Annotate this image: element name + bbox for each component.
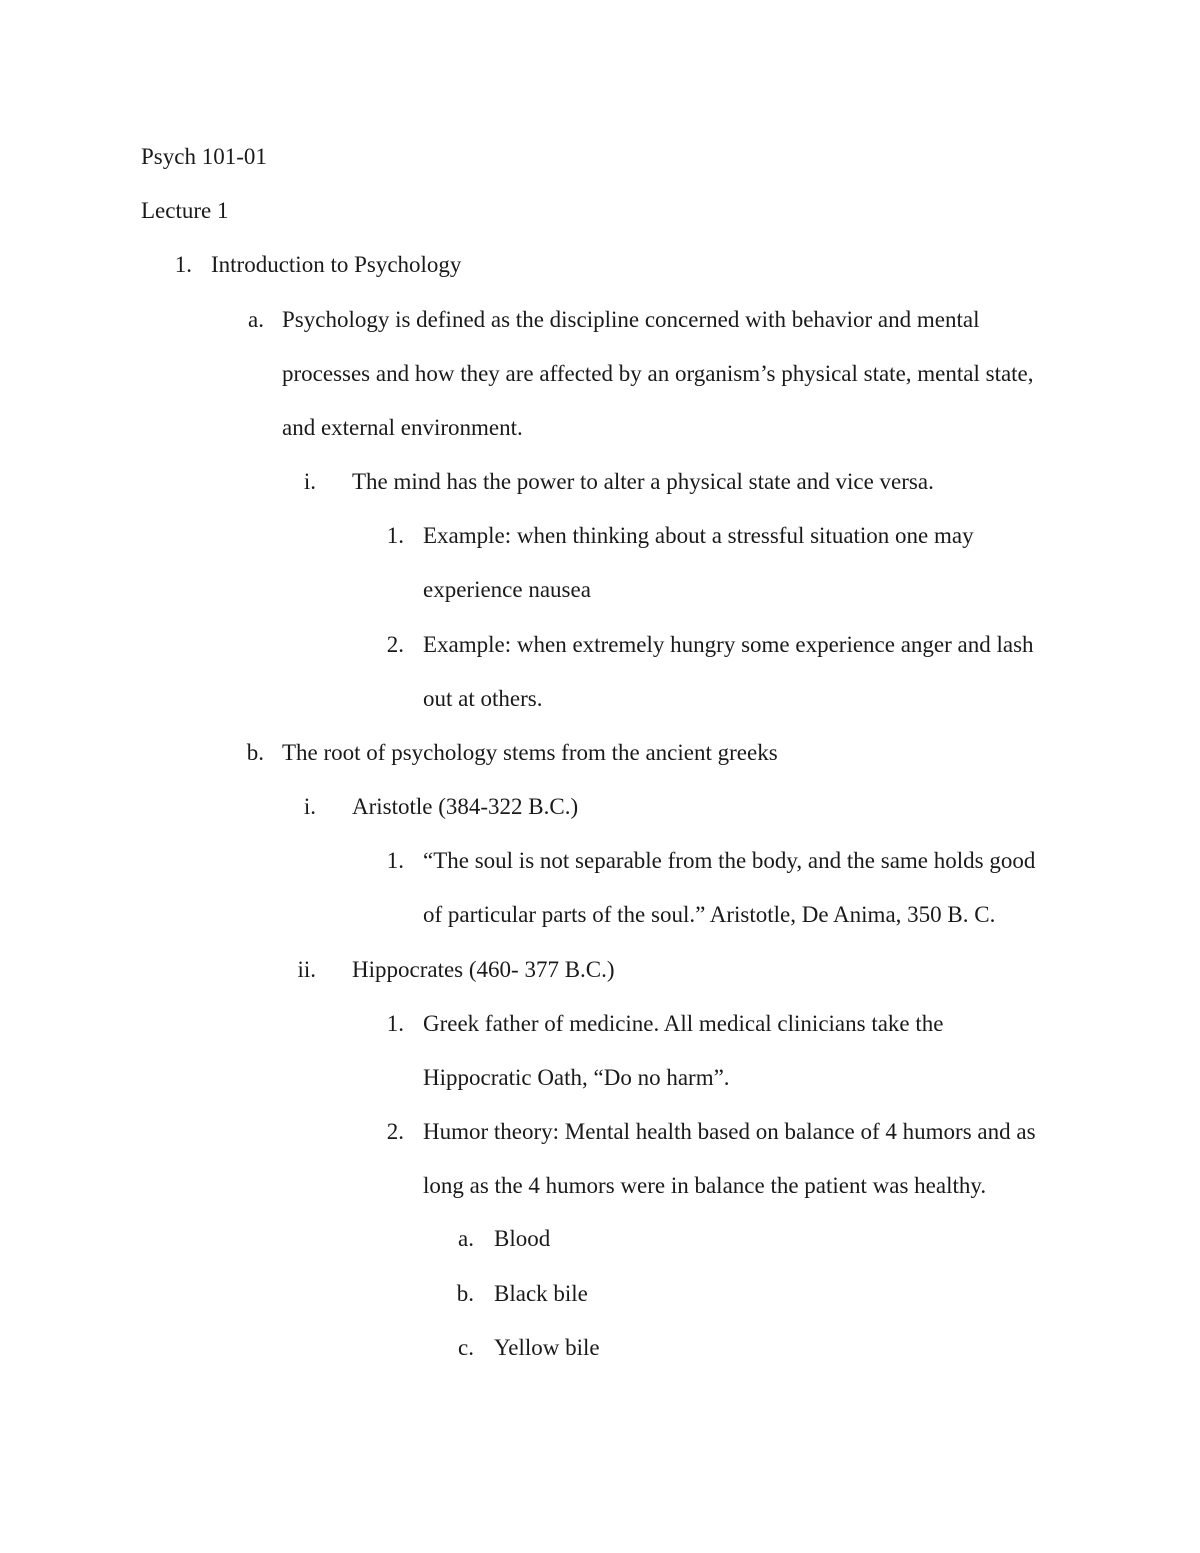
subsection-marker: a. <box>248 307 264 332</box>
example-line: Example: when extremely hungry some experience anger and lash <box>423 632 1034 657</box>
lecture-title: Lecture 1 <box>141 198 229 223</box>
point-marker: i. <box>303 794 316 819</box>
point-text: Aristotle (384-322 B.C.) <box>352 794 579 819</box>
example-line: Example: when thinking about a stressful situation one may <box>423 523 974 548</box>
point-marker: ii. <box>297 957 316 982</box>
detail-marker: 1. <box>386 1011 404 1036</box>
point-text: Hippocrates (460- 377 B.C.) <box>352 957 615 982</box>
definition-line: and external environment. <box>282 415 523 440</box>
section-marker: 1. <box>174 252 192 277</box>
subsection-text: The root of psychology stems from the ancient greeks <box>282 740 778 765</box>
humor-marker: b. <box>456 1281 474 1306</box>
example-line: experience nausea <box>423 577 591 602</box>
course-title: Psych 101-01 <box>141 144 267 169</box>
detail-line: Hippocratic Oath, “Do no harm”. <box>423 1065 730 1090</box>
point-marker: i. <box>303 469 316 494</box>
definition-line: Psychology is defined as the discipline concerned with behavior and mental <box>282 307 980 332</box>
definition-line: processes and how they are affected by an organism’s physical state, mental state, <box>282 361 1034 386</box>
humor-item: Blood <box>494 1226 551 1251</box>
humor-item: Black bile <box>494 1281 588 1306</box>
quote-marker: 1. <box>386 848 404 873</box>
detail-line: long as the 4 humors were in balance the patient was healthy. <box>423 1173 987 1198</box>
quote-line: “The soul is not separable from the body, and the same holds good <box>423 848 1036 873</box>
example-marker: 1. <box>386 523 404 548</box>
detail-marker: 2. <box>386 1119 404 1144</box>
section-title: Introduction to Psychology <box>211 252 462 277</box>
example-marker: 2. <box>386 632 404 657</box>
humor-marker: a. <box>458 1226 474 1251</box>
humor-item: Yellow bile <box>494 1335 600 1360</box>
subsection-marker: b. <box>246 740 264 765</box>
quote-line: of particular parts of the soul.” Aristotle, De Anima, 350 B. C. <box>423 902 996 927</box>
detail-line: Greek father of medicine. All medical clinicians take the <box>423 1011 944 1036</box>
detail-line: Humor theory: Mental health based on balance of 4 humors and as <box>423 1119 1036 1144</box>
humor-marker: c. <box>458 1335 474 1360</box>
example-line: out at others. <box>423 686 543 711</box>
point-text: The mind has the power to alter a physical state and vice versa. <box>352 469 934 494</box>
